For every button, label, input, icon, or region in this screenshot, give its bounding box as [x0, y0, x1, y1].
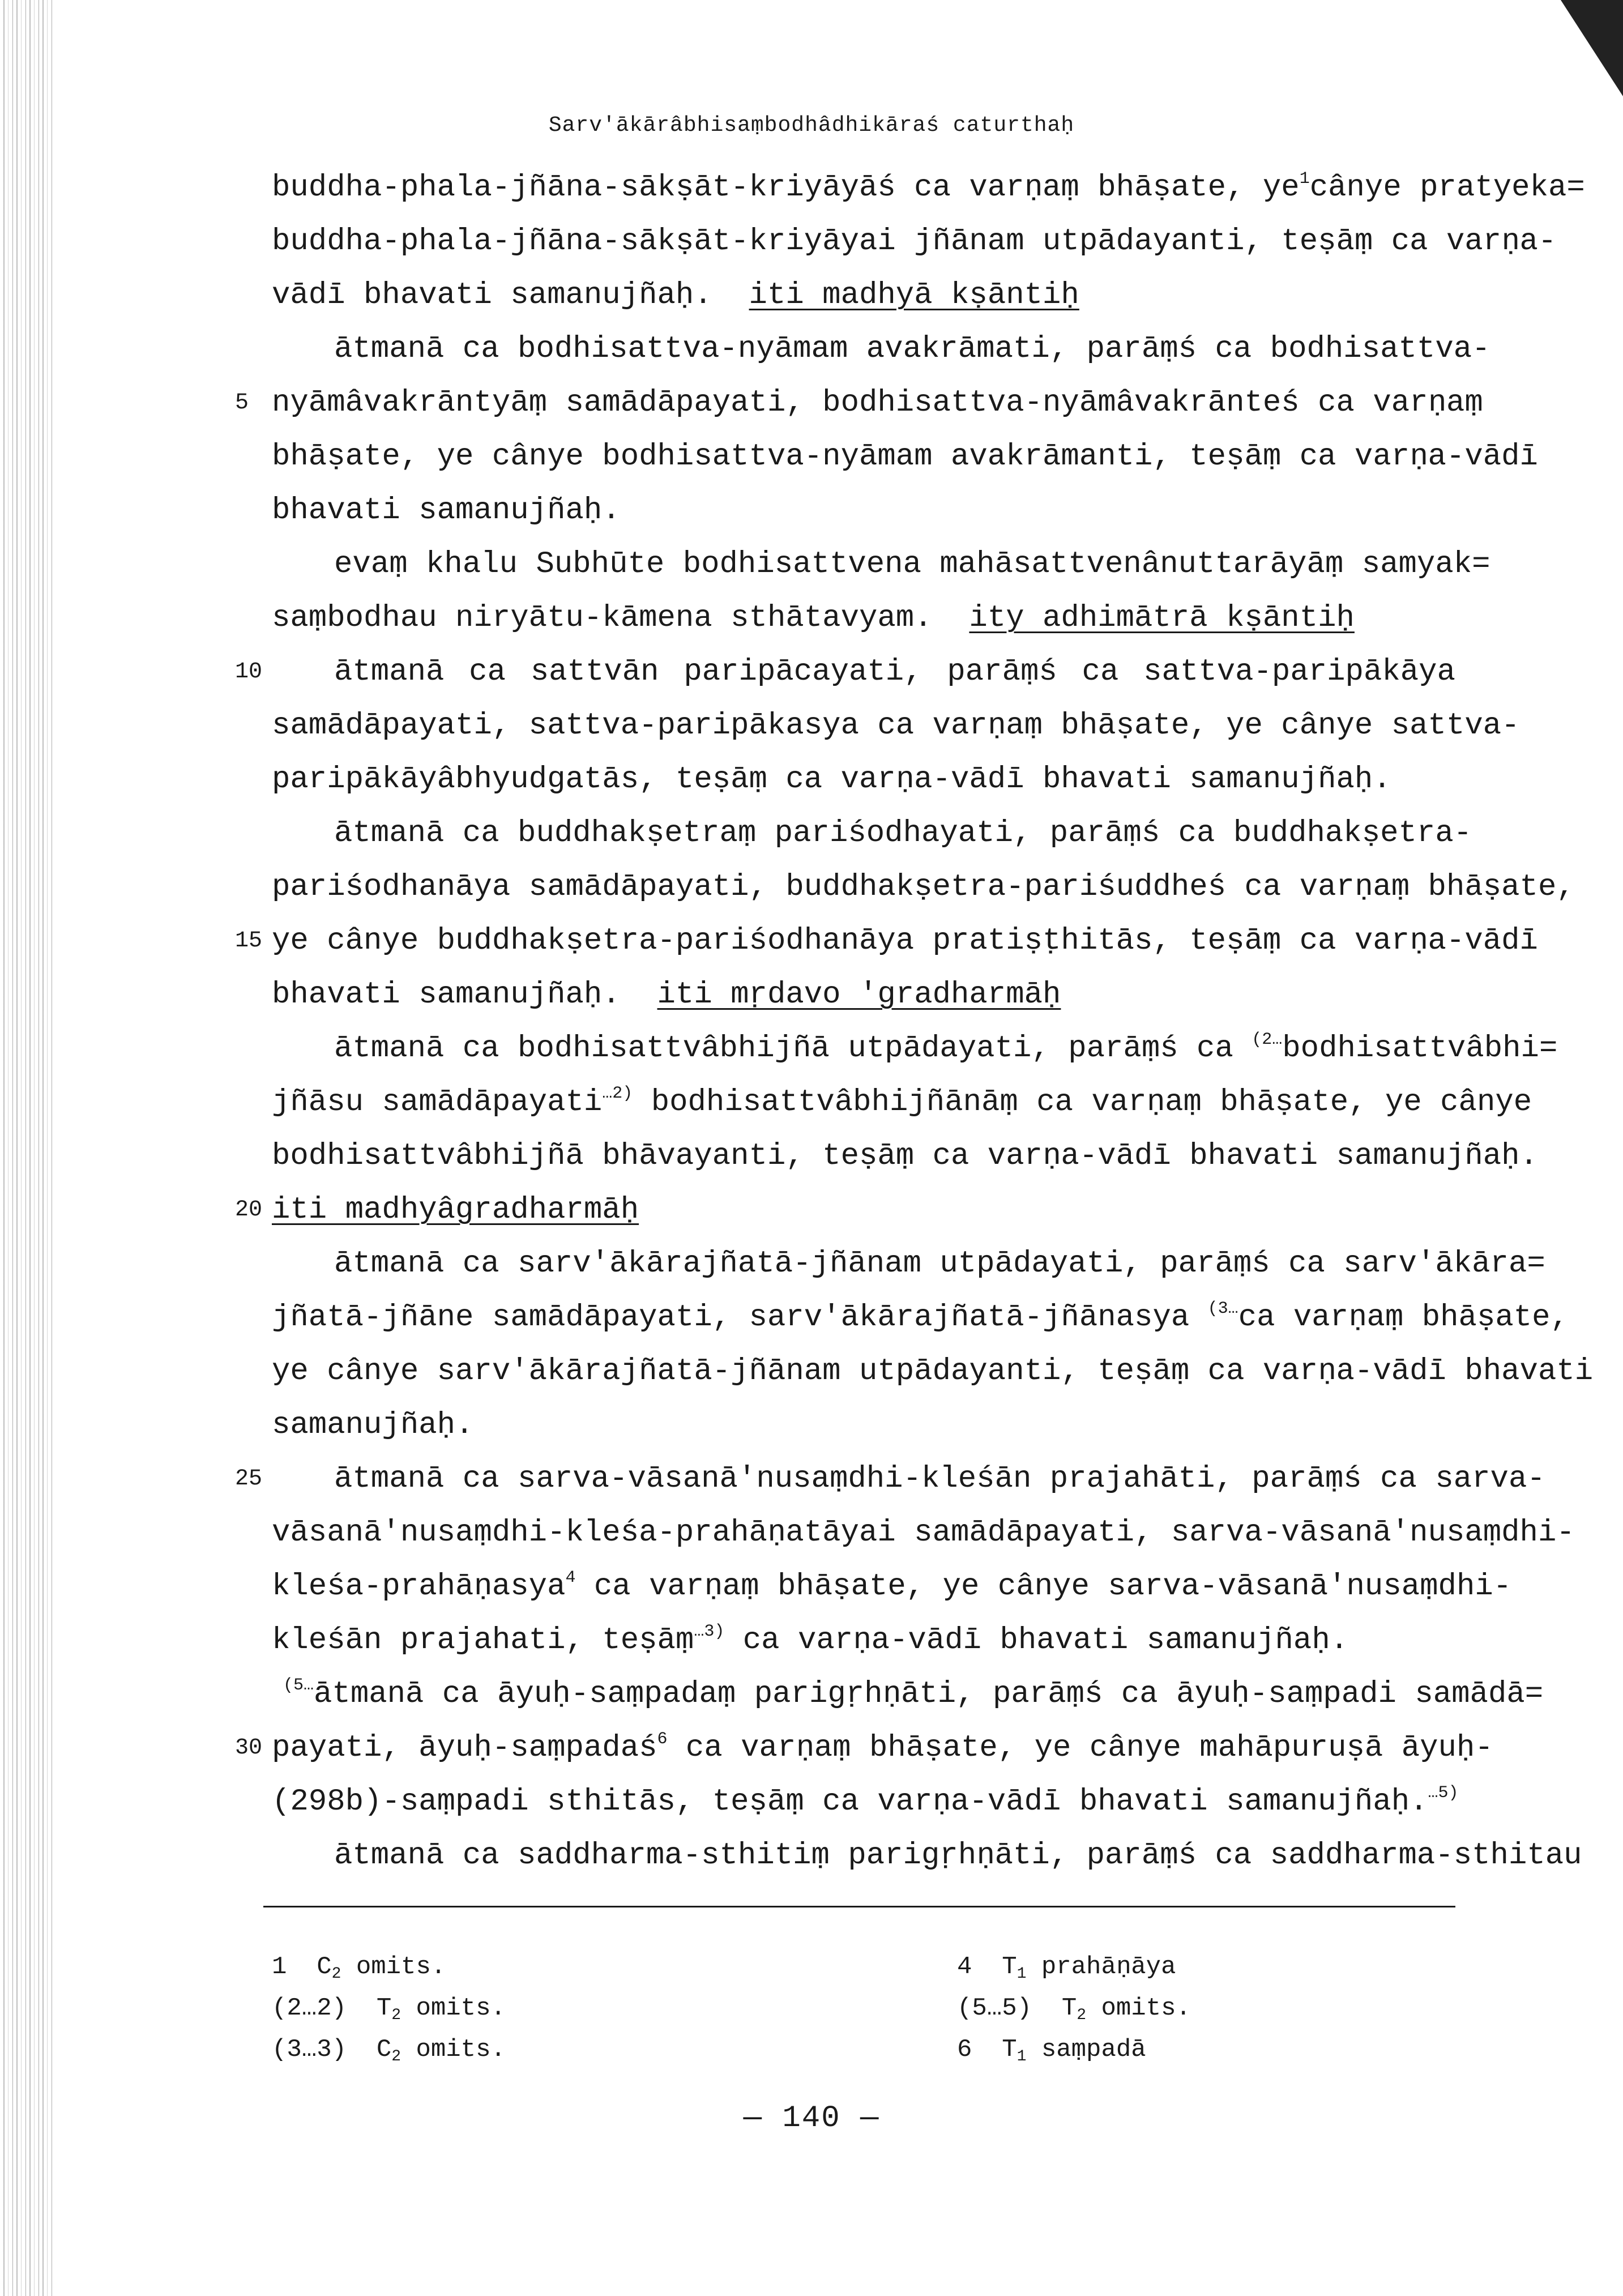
- text-line: buddha-phala-jñāna-sākṣāt-kriyāyāś ca varṇaṃ bhāṣate, $ye^1cânye$ pratyeka=: [272, 169, 1585, 205]
- text-line: jñatā-jñāne samādāpayati, sarv'ākārajñatā-jñānasya $^{(3\dots}$ca varṇaṃ bhāṣate,: [272, 1299, 1569, 1335]
- running-head: Sarv'ākārâbhisaṃbodhâdhikāraś caturthaḥ: [548, 113, 1075, 138]
- text-line: ātmanā ca saddharma-sthitiṃ parigṛhṇāti, parāṃś ca saddharma-sthitau: [334, 1838, 1582, 1873]
- text-line: paripākāyâbhyudgatās, teṣāṃ ca varṇa-vādī bhavati samanujñaḥ.: [272, 762, 1391, 797]
- footnote: 1 $C_2$ omits.: [272, 1953, 446, 1983]
- text-line: pariśodhanāya samādāpayati, buddhakṣetra-pariśuddheś ca varṇaṃ bhāṣate,: [272, 870, 1575, 904]
- line-number: 15: [235, 928, 263, 954]
- scan-edge-artifact: [0, 0, 54, 2296]
- scan-corner-mark: [1561, 0, 1623, 96]
- section-marker: iti madhyā kṣāntiḥ: [749, 278, 1079, 313]
- line-number: 20: [235, 1197, 263, 1223]
- text-line: ātmanā ca sarv'ākārajñatā-jñānam utpādayati, parāṃś ca sarv'ākāra=: [334, 1247, 1545, 1281]
- line-number: 30: [235, 1735, 263, 1761]
- text-line: samanujñaḥ.: [272, 1408, 474, 1443]
- line-number: 5: [235, 390, 249, 416]
- footnote: (3…3) $C_2$ omits.: [272, 2035, 506, 2065]
- section-marker: iti mṛdavo 'gradharmāḥ: [657, 978, 1061, 1012]
- text-line: buddha-phala-jñāna-sākṣāt-kriyāyai jñānam utpādayanti, teṣāṃ ca varṇa-: [272, 224, 1557, 259]
- text-line: $^{(5\dots}$ātmanā ca āyuḥ-saṃpadaṃ parigṛhṇāti, parāṃś ca āyuḥ-saṃpadi samādā=: [283, 1676, 1544, 1712]
- text-line: ye cânye buddhakṣetra-pariśodhanāya pratiṣṭhitās, teṣāṃ ca varṇa-vādī: [272, 924, 1538, 958]
- text-line: evaṃ khalu Subhūte bodhisattvena mahāsattvenânuttarāyāṃ samyak=: [334, 547, 1490, 582]
- text-line: bodhisattvâbhijñā bhāvayanti, teṣāṃ ca varṇa-vādī bhavati samanujñaḥ.: [272, 1139, 1538, 1173]
- section-marker: ity adhimātrā kṣāntiḥ: [969, 601, 1355, 635]
- text-line: ye cânye sarv'ākārajñatā-jñānam utpādayanti, teṣāṃ ca varṇa-vādī bhavati: [272, 1354, 1594, 1389]
- text-line: vāsanā'nusaṃdhi-kleśa-prahāṇatāyai samādāpayati, sarva-vāsanā'nusaṃdhi-: [272, 1516, 1575, 1550]
- line-number: 25: [235, 1466, 263, 1492]
- text-line: (298b)-saṃpadi sthitās, teṣāṃ ca varṇa-vādī bhavati samanujñaḥ.$^{\dots 5)}$: [272, 1783, 1459, 1819]
- page-number: — 140 —: [743, 2101, 880, 2136]
- footnote-divider: [263, 1906, 1455, 1907]
- text-line: kleśān prajahati, teṣāṃ$^{\dots 3)}$ ca varṇa-vādī bhavati samanujñaḥ.: [272, 1622, 1349, 1658]
- text-line: jñāsu samādāpayati$^{\dots 2)}$ bodhisattvâbhijñānāṃ ca varṇaṃ bhāṣate, ye cânye: [272, 1084, 1532, 1120]
- footnote: 6 $T_1$ saṃpadā: [957, 2035, 1146, 2065]
- footnote: (2…2) $T_2$ omits.: [272, 1994, 506, 2024]
- section-marker: iti madhyâgradharmāḥ: [272, 1193, 639, 1227]
- text-line: ātmanā ca bodhisattvâbhijñā utpādayati, parāṃś ca $^{(2\dots}$bodhisattvâbhi=: [334, 1030, 1558, 1066]
- text-line: ātmanā ca sattvān paripācayati, parāṃś ca sattva-paripākāya: [334, 655, 1455, 689]
- text-line: ātmanā ca buddhakṣetraṃ pariśodhayati, parāṃś ca buddhakṣetra-: [334, 816, 1472, 851]
- text-line: kleśa-prahāṇasya$^4$ ca varṇaṃ bhāṣate, ye cânye sarva-vāsanā'nusaṃdhi-: [272, 1568, 1512, 1604]
- footnote: (5…5) $T_2$ omits.: [957, 1994, 1191, 2024]
- text-line: ātmanā ca sarva-vāsanā'nusaṃdhi-kleśān prajahāti, parāṃś ca sarva-: [334, 1462, 1545, 1496]
- text-line: saṃbodhau niryātu-kāmena sthātavyam. ity adhimātrā kṣāntiḥ: [272, 601, 1355, 635]
- text-line: [272, 1192, 639, 1228]
- text-line: payati, āyuḥ-saṃpadaś$^6$ ca varṇaṃ bhāṣate, ye cânye mahāpuruṣā āyuḥ-: [272, 1730, 1493, 1765]
- text-line: bhavati samanujñaḥ.: [272, 493, 621, 528]
- text-line: samādāpayati, sattva-paripākasya ca varṇaṃ bhāṣate, ye cânye sattva-: [272, 709, 1520, 743]
- text-line: vādī bhavati samanujñaḥ. iti madhyā kṣāntiḥ: [272, 278, 1079, 313]
- text-line: bhavati samanujñaḥ. iti mṛdavo 'gradharmāḥ: [272, 978, 1061, 1012]
- text-line: ātmanā ca bodhisattva-nyāmam avakrāmati, parāṃś ca bodhisattva-: [334, 332, 1490, 366]
- footnote: 4 $T_1$ prahāṇāya: [957, 1953, 1176, 1983]
- text-line: nyāmâvakrāntyāṃ samādāpayati, bodhisattva-nyāmâvakrānteś ca varṇaṃ: [272, 386, 1483, 420]
- text-line: bhāṣate, ye cânye bodhisattva-nyāmam avakrāmanti, teṣāṃ ca varṇa-vādī: [272, 439, 1538, 474]
- line-number: 10: [235, 659, 263, 685]
